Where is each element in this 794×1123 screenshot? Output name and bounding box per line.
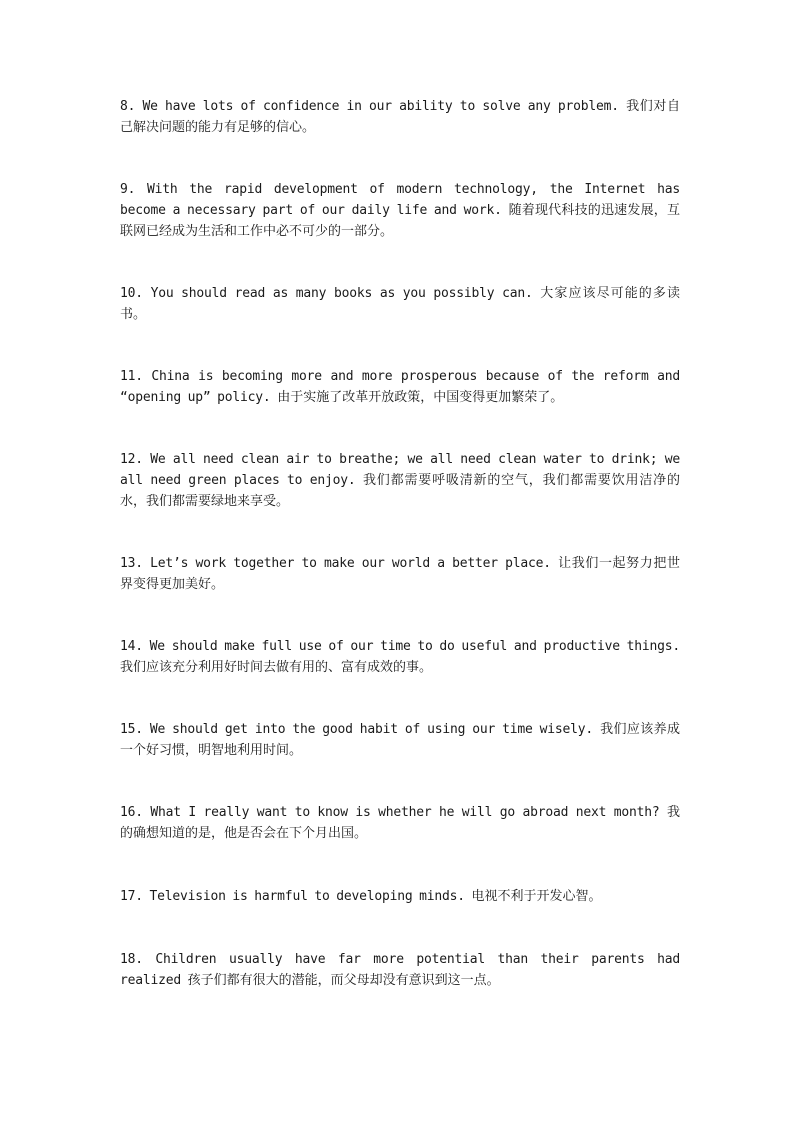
sentence-16 [120, 802, 680, 844]
sentence-11 [120, 366, 680, 408]
sentence-english: Children usually have far more potential than their parents had realized [120, 952, 680, 988]
sentence-number: 9. [120, 182, 136, 197]
sentence-chinese: 我们应该养成一个好习惯，明智地利用时间。 [120, 722, 680, 758]
sentence-number: 8. [120, 99, 136, 114]
sentence-10 [120, 283, 680, 325]
sentence-chinese: 我们应该充分利用好时间去做有用的、富有成效的事。 [120, 660, 433, 675]
sentence-chinese: 电视不利于开发心智。 [471, 889, 602, 904]
sentence-english: We have lots of confidence in our ability to solve any problem. [142, 99, 619, 114]
sentence-chinese: 我们都需要呼吸清新的空气，我们都需要饮用洁净的水，我们都需要绿地来享受。 [120, 473, 680, 509]
sentence-number: 15. [120, 722, 143, 737]
sentence-english: We should make full use of our time to do useful and productive things. [149, 639, 680, 654]
sentence-number: 17. [120, 889, 143, 904]
sentence-number: 11. [120, 369, 143, 384]
sentence-number: 18. [120, 952, 143, 967]
sentence-number: 14. [120, 639, 143, 654]
sentence-15 [120, 719, 680, 761]
sentence-18 [120, 949, 680, 991]
sentence-13 [120, 553, 680, 595]
sentence-english: We all need clean air to breathe; we all need clean water to drink; we all need green places to enjoy. [120, 452, 680, 488]
sentence-number: 13. [120, 556, 143, 571]
sentence-number: 12. [120, 452, 143, 467]
sentence-english: We should get into the good habit of using our time wisely. [149, 722, 594, 737]
sentence-chinese: 让我们一起努力把世界变得更加美好。 [120, 556, 680, 592]
sentence-17 [120, 886, 680, 907]
sentence-english: With the rapid development of modern technology, the Internet has become a necessary part of our daily life and work. [120, 182, 680, 218]
sentence-9 [120, 179, 680, 242]
sentence-number: 16. [120, 805, 143, 820]
sentence-chinese: 我的确想知道的是，他是否会在下个月出国。 [120, 805, 680, 841]
sentence-12 [120, 449, 680, 512]
sentence-chinese: 我们对自己解决问题的能力有足够的信心。 [120, 99, 680, 135]
sentence-english: Television is harmful to developing minds. [149, 889, 465, 904]
sentence-14 [120, 636, 680, 678]
sentence-chinese: 由于实施了改革开放政策，中国变得更加繁荣了。 [277, 390, 564, 405]
sentence-chinese: 大家应该尽可能的多读书。 [120, 286, 680, 322]
sentence-chinese: 随着现代科技的迅速发展，互联网已经成为生活和工作中必不可少的一部分。 [120, 203, 680, 239]
sentence-number: 10. [120, 286, 143, 301]
sentence-english: China is becoming more and more prosperous because of the reform and “opening up” policy. [120, 369, 680, 405]
sentence-english: What I really want to know is whether he will go abroad next month? [150, 805, 660, 820]
sentence-english: Let’s work together to make our world a better place. [150, 556, 551, 571]
sentence-english: You should read as many books as you possibly can. [150, 286, 533, 301]
sentence-8 [120, 96, 680, 138]
sentence-chinese: 孩子们都有很大的潜能，而父母却没有意识到这一点。 [187, 973, 500, 988]
